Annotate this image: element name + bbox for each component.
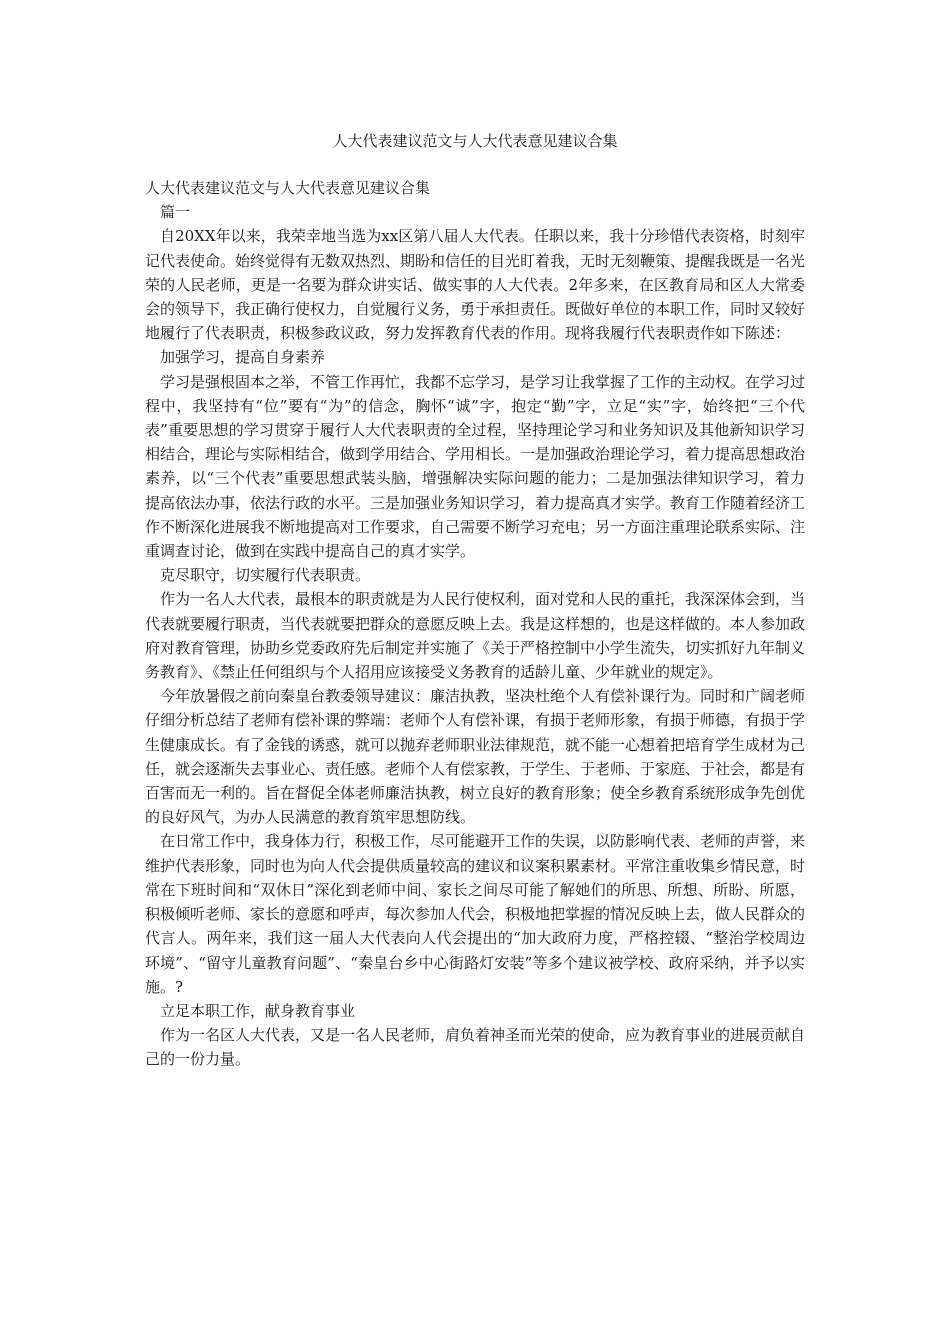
paragraph: 作为一名区人大代表，又是一名人民老师，肩负着神圣而光荣的使命，应为教育事业的进展贡献自己的一份力量。	[145, 1026, 806, 1069]
document-body	[145, 176, 805, 1072]
section-label: 篇一	[160, 203, 191, 222]
document-subtitle: 人大代表建议范文与人大代表意见建议合集	[145, 179, 431, 197]
section-heading: 加强学习，提高自身素养	[160, 348, 326, 367]
section-heading: 立足本职工作，献身教育事业	[160, 1001, 356, 1020]
section-heading: 克尽职守，切实履行代表职责。	[160, 566, 371, 585]
paragraph: 学习是强根固本之举，不管工作再忙，我都不忘学习，是学习让我掌握了工作的主动权。在学习过程中，我坚持有“位”要有“为”的信念，胸怀“诚”字，抱定“勤”字，立足“实”字，始终把“三个代表”重要思想的学习贯穿于履行人大代表职责的全过程，坚持理论学习和业务知识及其他新知识学习相结合，理论与实际相结合，做到学用结合、学用相长。一是加强政治理论学习，着力提高思想政治素养，以“三个代表”重要思想武装头脑，增强解决实际问题的能力；二是加强法律知识学习，着力提高依法办事，依法行政的水平。三是加强业务知识学习，着力提高真才实学。教育工作随着经济工作不断深化进展我不断地提高对工作要求，自己需要不断学习充电；另一方面注重理论联系实际、注重调查讨论，做到在实践中提高自己的真才实学。	[145, 372, 806, 561]
paragraph: 自20XX年以来，我荣幸地当选为xx区第八届人大代表。任职以来，我十分珍惜代表资格，时刻牢记代表使命。始终觉得有无数双热烈、期盼和信任的目光盯着我，无时无刻鞭策、提醒我既是一名光荣的人民老师，更是一名要为群众讲实话、做实事的人大代表。2年多来，在区教育局和区人大常委会的领导下，我正确行使权力，自觉履行义务，勇于承担责任。既做好单位的本职工作，同时又较好地履行了代表职责，积极参政议政，努力发挥教育代表的作用。现将我履行代表职责作如下陈述：	[145, 227, 806, 343]
paragraph: 今年放暑假之前向秦皇台教委领导建议：廉洁执教，坚决杜绝个人有偿补课行为。同时和广阔老师仔细分析总结了老师有偿补课的弊端：老师个人有偿补课，有损于老师形象，有损于师德，有损于学生健康成长。有了金钱的诱惑，就可以抛弃老师职业法律规范，就不能一心想着把培育学生成材为己任，就会逐渐失去事业心、责任感。老师个人有偿家教，于学生、于老师、于家庭、于社会，都是有百害而无一利的。旨在督促全体老师廉洁执教，树立良好的教育形象；使全乡教育系统形成争先创优的良好风气，为办人民满意的教育筑牢思想防线。	[145, 687, 806, 827]
paragraph: 作为一名人大代表，最根本的职责就是为人民行使权利，面对党和人民的重托，我深深体会到，当代表就要履行职责，当代表就要把群众的意愿反映上去。我是这样想的，也是这样做的。本人参加政府对教育管理，协助乡党委政府先后制定并实施了《关于严格控制中小学生流失，切实抓好九年制义务教育》、《禁止任何组织与个人招用应该接受义务教育的适龄儿童、少年就业的规定》。	[145, 590, 806, 682]
paragraph: 在日常工作中，我身体力行，积极工作，尽可能避开工作的失误，以防影响代表、老师的声誉，来维护代表形象，同时也为向人代会提供质量较高的建议和议案积累素材。平常注重收集乡情民意，时常在下班时间和“双休日”深化到老师中间、家长之间尽可能了解她们的所思、所想、所盼、所愿，积极倾听老师、家长的意愿和呼声，每次参加人代会，积极地把掌握的情况反映上去，做人民群众的代言人。两年来，我们这一届人大代表向人代会提出的“加大政府力度，严格控辍、“整治学校周边环境”、“留守儿童教育问题”、“秦皇台乡中心街路灯安装”等多个建议被学校、政府采纳，并予以实施。?	[145, 832, 806, 996]
document-title: 人大代表建议范文与人大代表意见建议合集	[332, 132, 618, 150]
